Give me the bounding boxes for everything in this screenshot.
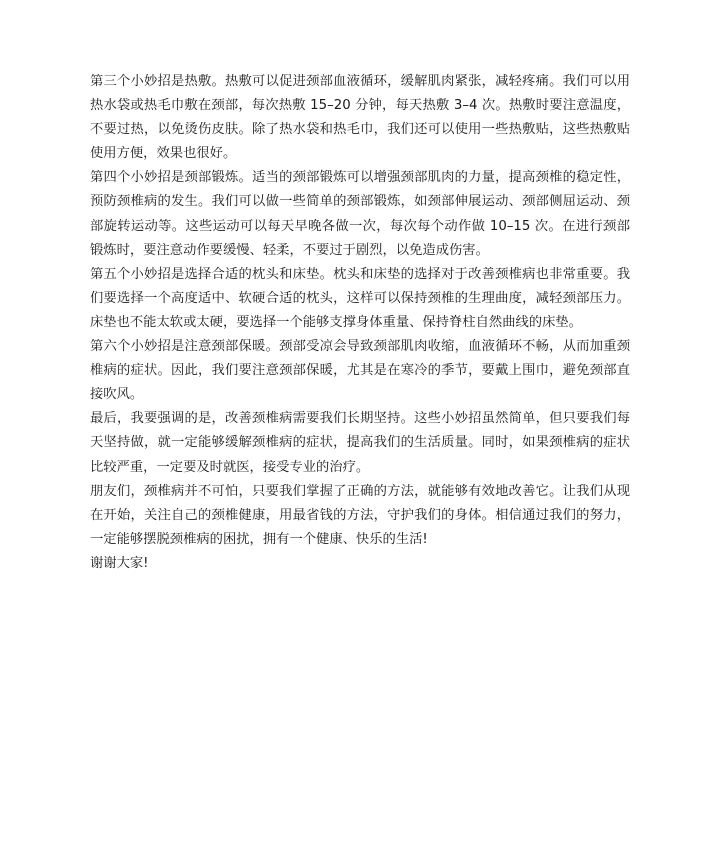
paragraph-conclusion: 朋友们，颈椎病并不可怕，只要我们掌握了正确的方法，就能够有效地改善它。让我们从现在开始，关注自己的颈椎健康，用最省钱的方法，守护我们的身体。相信通过我们的努力，一定能够摆脱颈椎病的困扰，拥有一个健康、快乐的生活!: [90, 483, 630, 547]
paragraph-thanks: 谢谢大家!: [90, 555, 149, 571]
paragraph-keep-warm: 第六个小妙招是注意颈部保暖。颈部受凉会导致颈部肌肉收缩，血液循环不畅，从而加重颈椎病的症状。因此，我们要注意颈部保暖，尤其是在寒冷的季节，要戴上围巾，避免颈部直接吹风。: [90, 339, 630, 403]
paragraph-persistence: 最后，我要强调的是，改善颈椎病需要我们长期坚持。这些小妙招虽然简单，但只要我们每天坚持做，就一定能够缓解颈椎病的症状，提高我们的生活质量。同时，如果颈椎病的症状比较严重，一定要及时就医，接受专业的治疗。: [90, 411, 630, 475]
paragraph-neck-exercise: 第四个小妙招是颈部锻炼。适当的颈部锻炼可以增强颈部肌肉的力量，提高颈椎的稳定性，预防颈椎病的发生。我们可以做一些简单的颈部锻炼，如颈部伸展运动、颈部侧屈运动、颈部旋转运动等。这些运动可以每天早晚各做一次，每次每个动作做 10–15 次。在进行颈部锻炼时，要注意动作要缓慢、轻柔，不要过于剧烈，以免造成伤害。: [90, 170, 630, 258]
paragraph-hot-compress: 第三个小妙招是热敷。热敷可以促进颈部血液循环，缓解肌肉紧张，减轻疼痛。我们可以用热水袋或热毛巾敷在颈部，每次热敷 15–20 分钟，每天热敷 3–4 次。热敷时要注意温度，不要过热，以免烫伤皮肤。除了热水袋和热毛巾，我们还可以使用一些热敷贴，这些热敷贴使用方便，效果也很好。: [90, 74, 630, 162]
document-body: [90, 70, 630, 576]
paragraph-pillow-mattress: 第五个小妙招是选择合适的枕头和床垫。枕头和床垫的选择对于改善颈椎病也非常重要。我们要选择一个高度适中、软硬合适的枕头，这样可以保持颈椎的生理曲度，减轻颈部压力。床垫也不能太软或太硬，要选择一个能够支撑身体重量、保持脊柱自然曲线的床垫。: [90, 266, 630, 330]
